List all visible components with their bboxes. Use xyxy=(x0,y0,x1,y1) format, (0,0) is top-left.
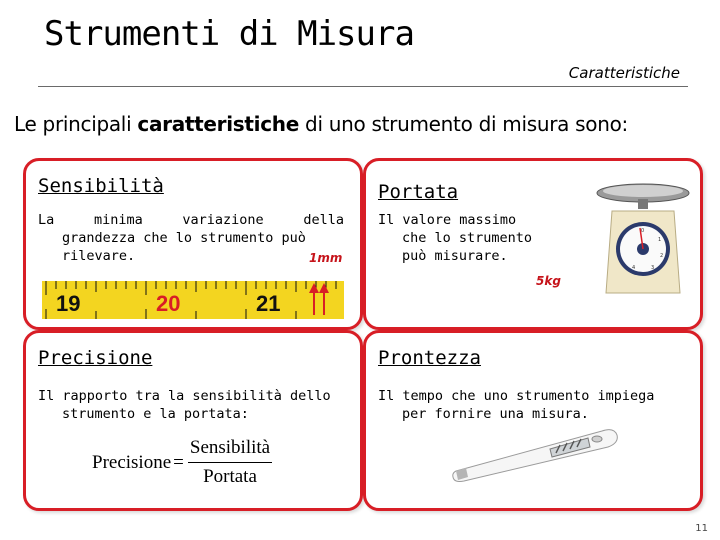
annotation-5kg: 5kg xyxy=(536,274,561,288)
svg-text:1: 1 xyxy=(658,237,662,243)
svg-text:2: 2 xyxy=(660,253,664,259)
ruler-label-21: 21 xyxy=(256,291,281,316)
ruler-label-19: 19 xyxy=(56,291,81,316)
page-number: 11 xyxy=(695,523,708,534)
intro-highlight: caratteristiche xyxy=(137,112,299,136)
card-title-portata: Portata xyxy=(378,181,459,203)
kitchen-scale-image xyxy=(594,181,692,299)
card-text-sensibilita: La minima variazione della grandezza che lo strumento può rilevare. xyxy=(38,212,344,264)
ruler-image xyxy=(42,281,344,319)
svg-text:0: 0 xyxy=(641,228,645,234)
formula-denominator: Portata xyxy=(203,466,257,487)
card-title-prontezza: Prontezza xyxy=(378,347,481,369)
card-text-precisione: Il rapporto tra la sensibilità dello strumento e la portata: xyxy=(38,388,331,422)
formula-fraction xyxy=(188,437,272,488)
card-portata xyxy=(363,158,703,330)
formula-lhs: Precisione xyxy=(92,451,172,473)
svg-text:4: 4 xyxy=(632,265,636,271)
title-divider xyxy=(38,86,688,87)
card-title-precisione: Precisione xyxy=(38,347,153,369)
ruler-label-20: 20 xyxy=(156,291,181,316)
card-text-prontezza: Il tempo che uno strumento impiega per fornire una misura. xyxy=(378,388,655,422)
slide-title: Strumenti di Misura xyxy=(44,14,414,54)
card-prontezza xyxy=(363,330,703,511)
card-text-portata: Il valore massimo che lo strumento può misurare. xyxy=(378,212,533,264)
card-title-sensibilita: Sensibilità xyxy=(38,175,164,197)
thermometer-image xyxy=(452,425,622,485)
intro-text: Le principali caratteristiche di uno strumento di misura sono: xyxy=(14,112,628,136)
subtitle: Caratteristiche xyxy=(568,64,680,82)
annotation-1mm: 1mm xyxy=(309,251,343,265)
svg-text:3: 3 xyxy=(651,265,655,271)
formula-numerator: Sensibilità xyxy=(188,437,272,463)
precision-formula xyxy=(92,437,272,488)
card-precisione xyxy=(23,330,363,511)
card-sensibilita xyxy=(23,158,363,330)
formula-equals: = xyxy=(173,451,184,473)
